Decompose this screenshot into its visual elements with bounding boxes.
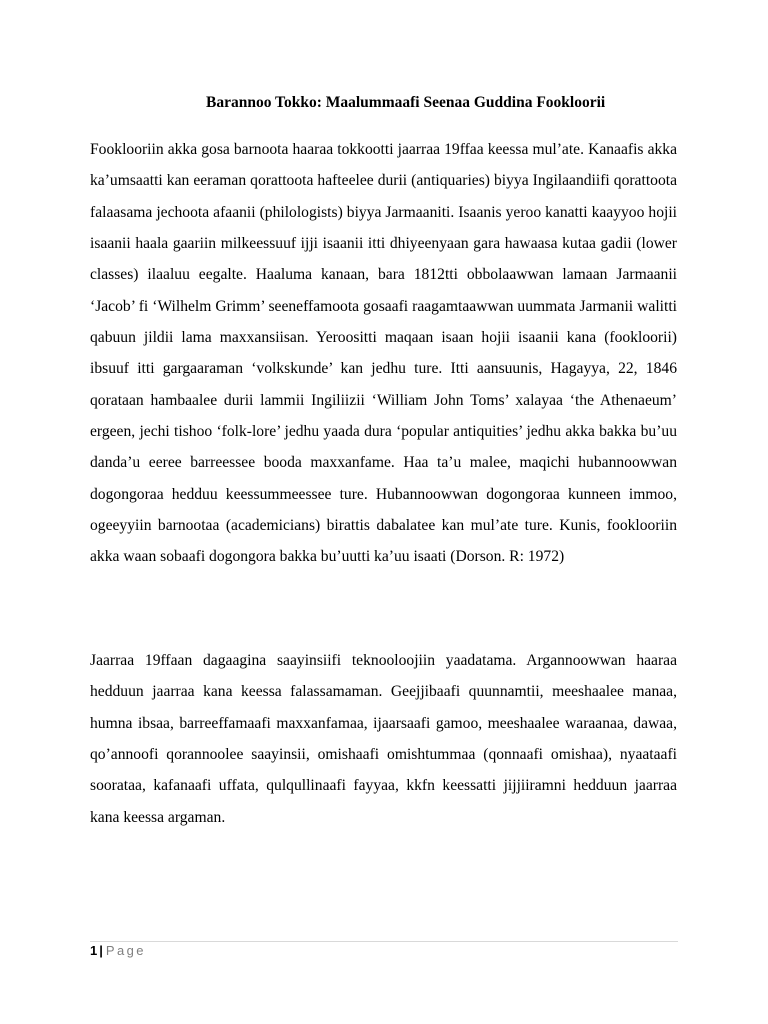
document-title: Barannoo Tokko: Maalummaafi Seenaa Guddina Fookloorii xyxy=(206,94,606,111)
footer-separator: | xyxy=(99,943,103,958)
footer-divider xyxy=(90,941,678,942)
page-label: Page xyxy=(105,943,146,958)
page-footer xyxy=(90,942,146,960)
paragraph-2: Jaarraa 19ffaan dagaagina saayinsiifi teknooloojiin yaadatama. Argannoowwan haaraa hedduun jaarraa kana keessa falassamaman. Geejjibaafi quunnamtii, meeshaalee manaa, humna ibsaa, barreeffamaafi maxxanfamaa, ijaarsaafi gamoo, meeshaalee waraanaa, dawaa, qo’annoofi qorannoolee saayinsii, omishaafi omishtummaa (qonnaafi omishaa), nyaataafi soorataa, kafanaafi uffata, qulqullinaafi fayyaa, kkfn keessatti jijjiiramni hedduun jaarraa kana keessa argaman. xyxy=(90,652,677,826)
page-number: 1 xyxy=(90,943,98,958)
paragraph-1: Fooklooriin akka gosa barnoota haaraa tokkootti jaarraa 19ffaa keessa mul’ate. Kanaafis akka ka’umsaatti kan eeraman qorattoota hafteelee durii (antiquaries) biyya Ingilaandiifi qorattoota falaasama jechoota afaanii (philologists) biyya Jarmaaniti. Isaanis yeroo kanatti kaayyoo hojii isaanii haala gaariin milkeessuuf ijji isaanii itti dhiyeenyaan gara hawaasa kutaa gadii (lower classes) ilaaluu eegalte. Haaluma kanaan, bara 1812tti obbolaawwan lamaan Jarmaanii ‘Jacob’ fi ‘Wilhelm Grimm’ seeneffamoota gosaafi raagamtaawwan uummata Jarmanii walitti qabuun jildii lama maxxansiisan. Yeroositti maqaan isaan hojii isaanii kana (fookloorii) ibsuuf itti gargaaraman ‘volkskunde’ kan jedhu ture. Itti aansuunis, Hagayya, 22, 1846 qorataan hambaalee durii lammii Ingiliizii ‘William John Toms’ xalayaa ‘the Athenaeum’ ergeen, jechi tishoo ‘folk-lore’ jedhu yaada dura ‘popular antiquities’ jedhu akka bakka bu’uu danda’u eeree barreessee booda maxxanfame. Haa ta’u malee, maqichi hubannoowwan dogongoraa hedduu keessummeessee ture. Hubannoowwan dogongoraa kunneen immoo, ogeeyyiin barnootaa (academicians) birattis dabalatee kan mul’ate ture. Kunis, fooklooriin akka waan sobaafi dogongora bakka bu’uutti ka’uu isaati (Dorson. R: 1972) xyxy=(90,141,677,566)
